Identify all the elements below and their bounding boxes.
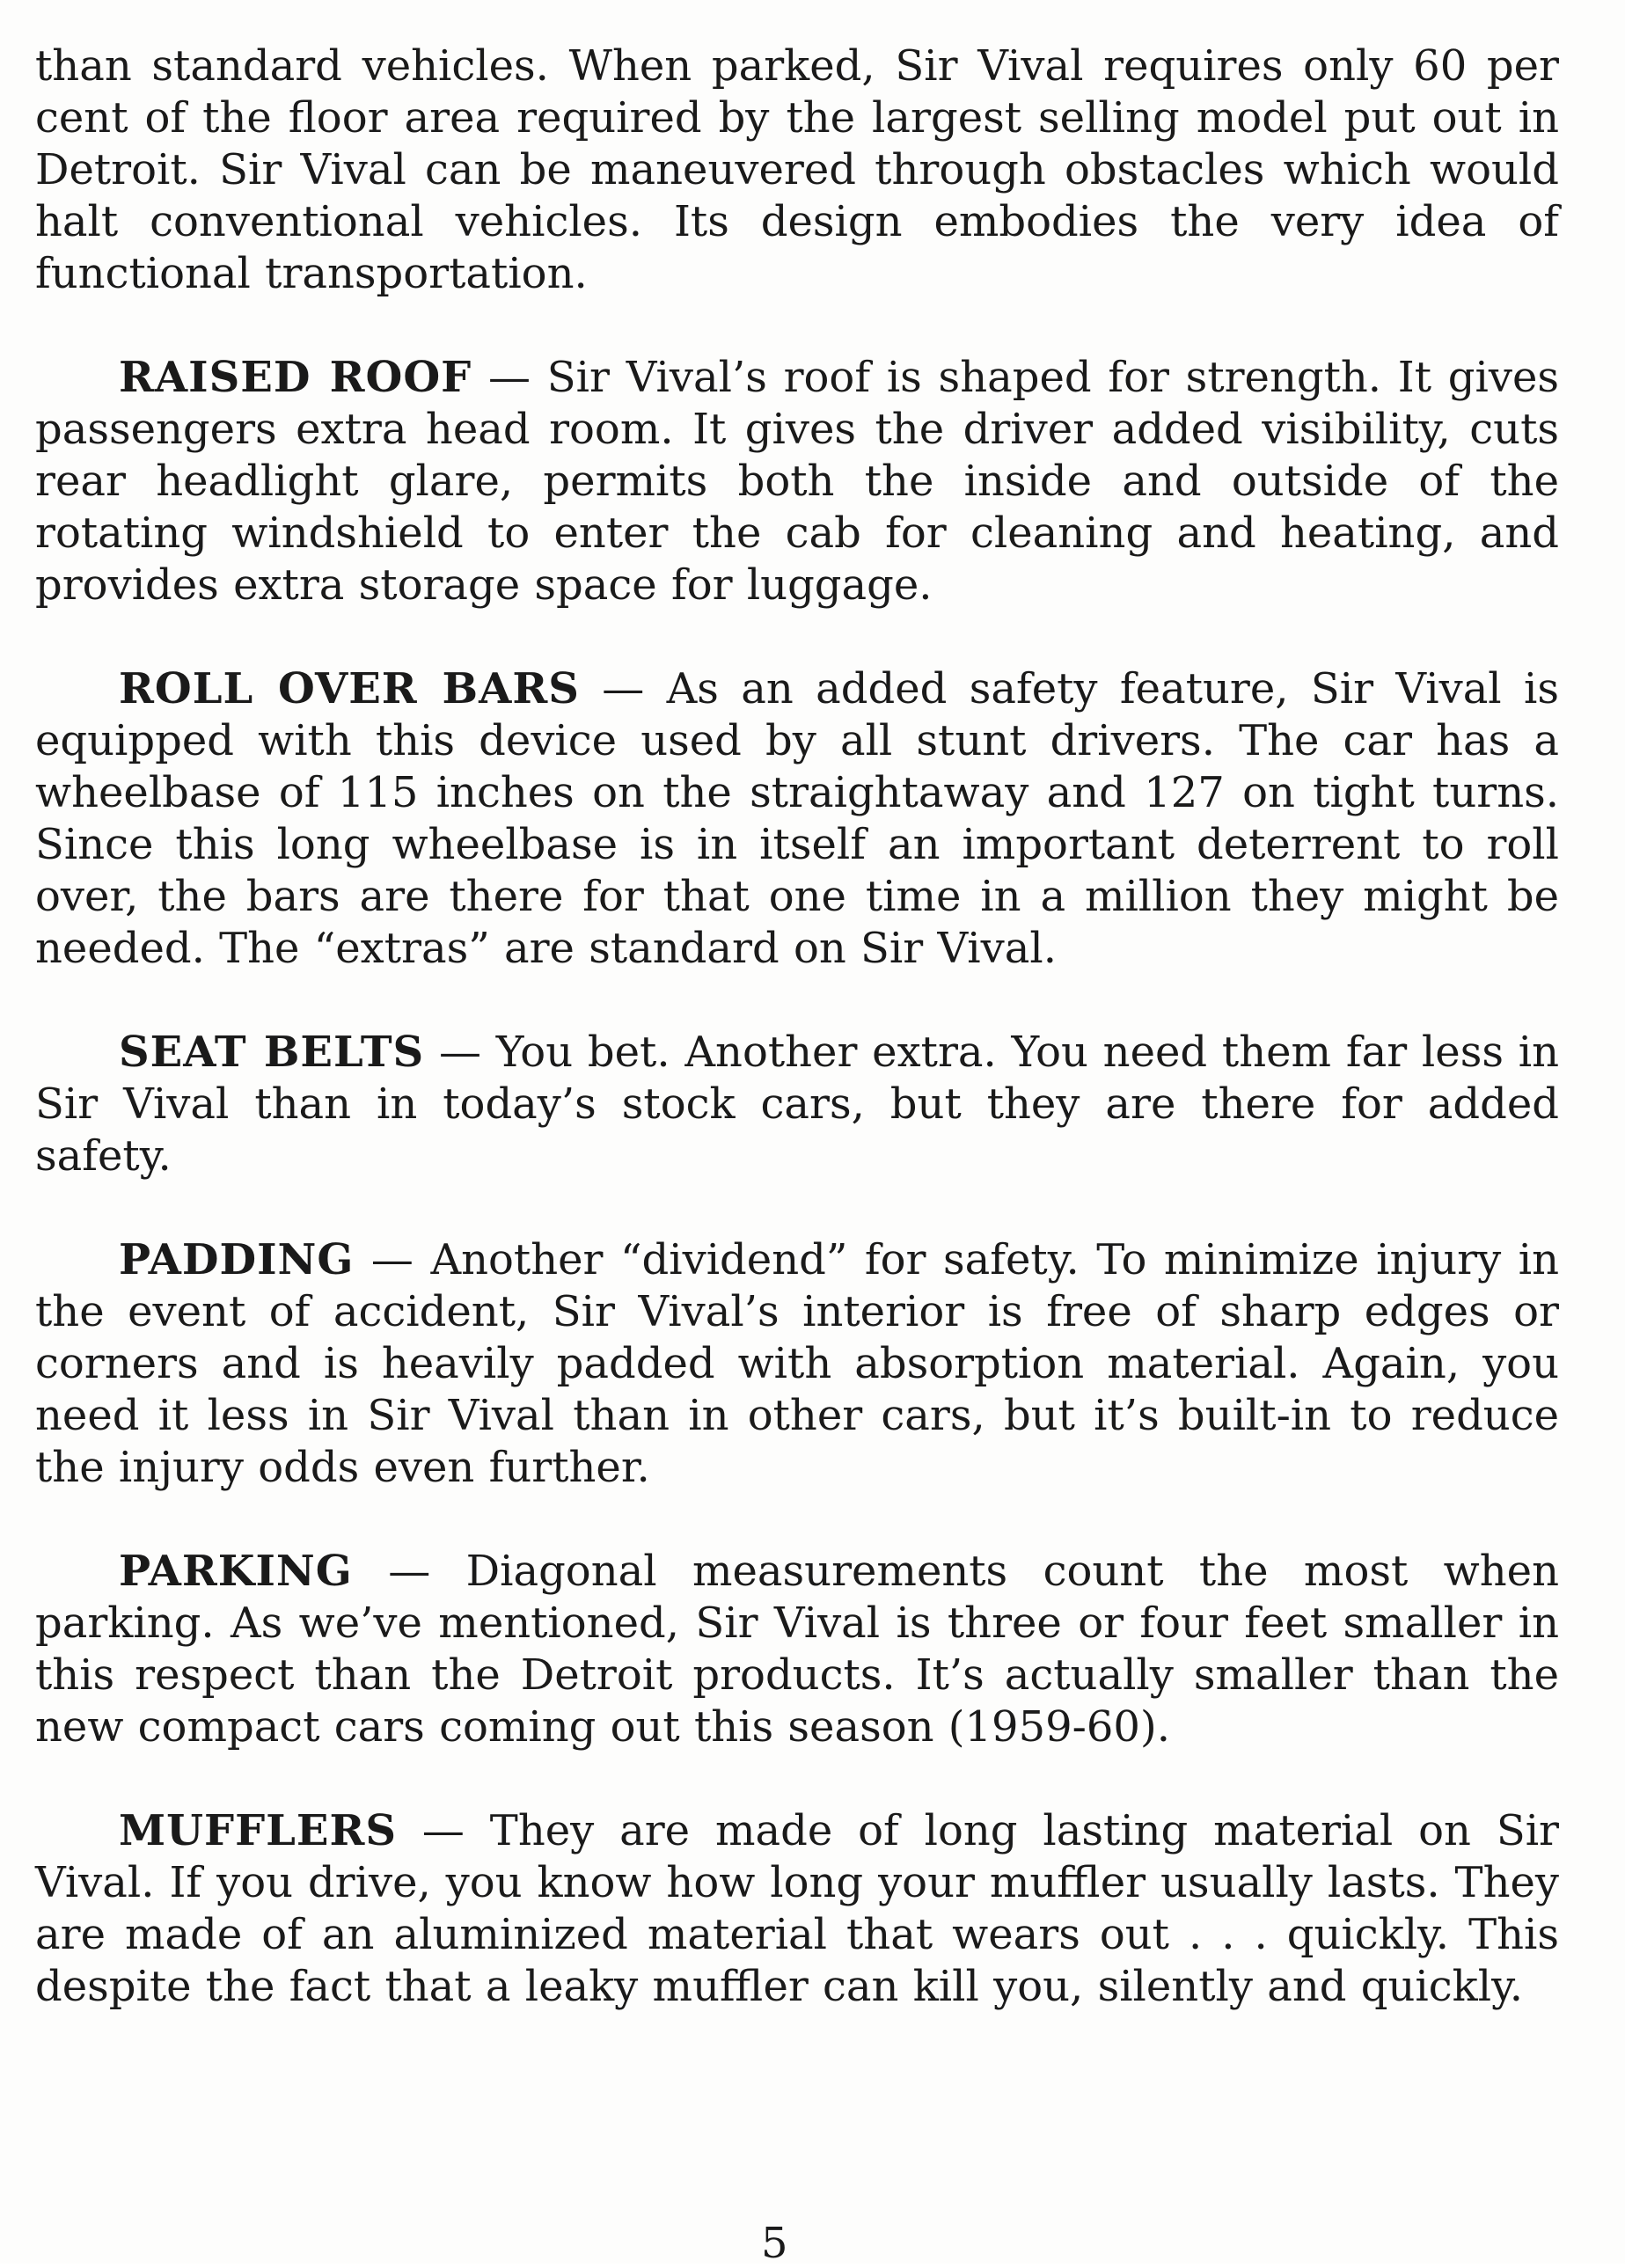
section-body: Another “dividend” for safety. To minimize injury in the event of accident, Sir Vival’s interior is free of sharp edges or corners and is heavily padded with absorption material. Again, you need it less in Sir Vival than in other cars, but it’s built-in to reduce the injury odds even further.: [35, 1235, 1560, 1492]
section-body: You bet. Another extra. You need them far less in Sir Vival than in today’s stock cars, but they are there for added safety.: [35, 1028, 1560, 1181]
section-parking: [35, 1546, 1559, 1753]
section-raised-roof: [35, 352, 1559, 611]
section-seat-belts: [35, 1027, 1559, 1182]
section-heading: SEAT BELTS: [119, 1028, 425, 1077]
intro-paragraph: than standard vehicles. When parked, Sir Vival requires only 60 per cent of the floor area required by the largest selling model put out in Detroit. Sir Vival can be maneuvered through obstacles which would halt conventional vehicles. Its design embodies the very idea of functional transportation.: [35, 41, 1559, 298]
heading-dash: —: [579, 664, 667, 713]
section-heading: ROLL OVER BARS: [119, 664, 580, 713]
heading-dash: —: [354, 1235, 431, 1284]
section-body: They are made of long lasting material on Sir Vival. If you drive, you know how long your muffler usually lasts. They are made of an aluminized material that wears out . . . quickly. This despite the fact that a leaky muffler can kill you, silently and quickly.: [35, 1806, 1559, 2011]
body-text: [35, 40, 1559, 2013]
section-heading: PARKING: [119, 1547, 353, 1596]
heading-dash: —: [352, 1547, 466, 1596]
heading-dash: —: [472, 353, 547, 402]
heading-dash: —: [397, 1806, 490, 1855]
section-body: Diagonal measurements count the most when parking. As we’ve mentioned, Sir Vival is three or four feet smaller in this respect than the Detroit products. It’s actually smaller than the new compact cars coming out this season (1959-60).: [35, 1547, 1559, 1752]
page-number: 5: [761, 2219, 788, 2268]
section-heading: RAISED ROOF: [119, 353, 472, 402]
heading-dash: —: [424, 1028, 496, 1077]
section-body: Sir Vival’s roof is shaped for strength. It gives passengers extra head room. It gives the driver added visibility, cuts rear headlight glare, permits both the inside and outside of the rotating windshield to enter the cab for cleaning and heating, and provides extra storage space for luggage.: [35, 353, 1560, 610]
section-padding: [35, 1234, 1559, 1494]
section-heading: PADDING: [119, 1235, 355, 1284]
section-roll-over-bars: [35, 663, 1559, 975]
section-heading: MUFFLERS: [119, 1806, 398, 1855]
section-mufflers: [35, 1805, 1559, 2013]
section-body: As an added safety feature, Sir Vival is equipped with this device used by all stunt drivers. The car has a wheelbase of 115 inches on the straightaway and 127 on tight turns. Since this long wheelbase is in itself an important deterrent to roll over, the bars are there for that one time in a million they might be needed. The “extras” are standard on Sir Vival.: [35, 664, 1560, 973]
